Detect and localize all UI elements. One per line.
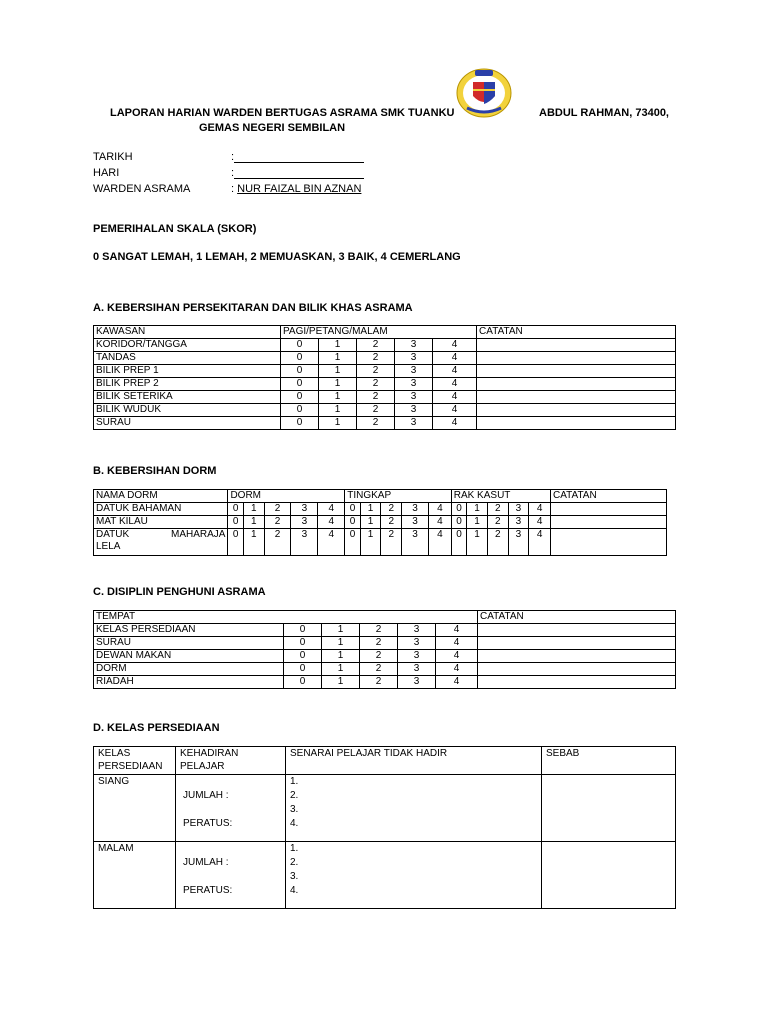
score-cell[interactable]: 0 [345,529,361,556]
col-tempat: TEMPAT [94,611,478,624]
warden-label: WARDEN ASRAMA [93,183,191,195]
score-cell[interactable]: 4 [436,624,478,637]
score-cell[interactable]: 1 [322,676,360,689]
score-cell[interactable]: 2 [357,352,395,365]
table-row [94,365,676,378]
col-kelas-line1: KELAS [98,748,131,759]
score-cell[interactable]: 0 [345,503,361,516]
place-cell: DEWAN MAKAN [94,650,284,663]
score-cell[interactable]: 1 [319,391,357,404]
col-catatan: CATATAN [477,326,676,339]
col-kehadiran-line1: KEHADIRAN [180,748,239,759]
score-cell[interactable]: 0 [281,365,319,378]
score-cell[interactable]: 2 [487,503,508,516]
notes-cell[interactable] [477,339,676,352]
score-cell[interactable]: 3 [398,676,436,689]
total-label: JUMLAH : [183,857,229,868]
score-cell[interactable]: 0 [284,663,322,676]
place-cell: DORM [94,663,284,676]
table-row [94,417,676,430]
dorm-name-word: MAHARAJA [170,529,226,540]
dorm-name-cell: MAT KILAU [94,516,228,529]
score-cell[interactable]: 1 [467,516,488,529]
section-d-title: D. KELAS PERSEDIAAN [93,722,220,734]
score-cell[interactable]: 4 [433,339,477,352]
notes-cell[interactable] [478,650,676,663]
score-cell[interactable]: 2 [381,503,402,516]
score-cell[interactable]: 4 [318,529,345,556]
score-cell[interactable]: 2 [357,378,395,391]
score-cell[interactable]: 2 [264,516,291,529]
table-row [94,624,676,637]
col-kehadiran-pelajar [176,747,286,775]
score-cell[interactable]: 2 [360,663,398,676]
score-cell[interactable]: 3 [508,529,529,556]
score-cell[interactable]: 2 [381,529,402,556]
table-row [94,516,667,529]
area-cell: BILIK SETERIKA [94,391,281,404]
tarikh-blank [234,152,364,163]
col-pagi-petang-malam: PAGI/PETANG/MALAM [281,326,477,339]
tarikh-label: TARIKH [93,151,133,163]
attendance-cell[interactable] [176,775,286,842]
table-row [94,378,676,391]
score-cell[interactable]: 0 [228,503,244,516]
score-cell[interactable]: 1 [319,339,357,352]
score-cell[interactable]: 2 [360,624,398,637]
score-cell[interactable]: 3 [398,637,436,650]
section-c-title: C. DISIPLIN PENGHUNI ASRAMA [93,586,266,598]
score-cell[interactable]: 0 [284,637,322,650]
score-cell[interactable]: 2 [357,417,395,430]
tarikh-field[interactable] [231,151,364,163]
col-senarai-tidak-hadir: SENARAI PELAJAR TIDAK HADIR [286,747,542,775]
score-cell[interactable]: 0 [451,516,467,529]
score-cell[interactable]: 1 [360,503,381,516]
col-kawasan: KAWASAN [94,326,281,339]
score-cell[interactable]: 4 [529,529,551,556]
table-header-row [94,326,676,339]
place-cell: KELAS PERSEDIAAN [94,624,284,637]
score-cell[interactable]: 4 [436,637,478,650]
notes-cell[interactable] [478,676,676,689]
section-c-table [93,610,676,689]
score-cell[interactable]: 2 [357,339,395,352]
score-cell[interactable]: 1 [319,352,357,365]
session-name-cell: SIANG [94,775,176,842]
notes-cell[interactable] [477,404,676,417]
reason-cell[interactable] [542,775,676,842]
place-cell: SURAU [94,637,284,650]
dorm-name-cell: DATUK BAHAMAN [94,503,228,516]
report-title-right: ABDUL RAHMAN, 73400, [539,107,669,119]
score-cell[interactable]: 0 [451,529,467,556]
score-cell[interactable]: 3 [508,503,529,516]
absent-list-cell[interactable] [286,775,542,842]
table-row [94,352,676,365]
warden-field [231,183,361,195]
area-cell: BILIK PREP 2 [94,378,281,391]
score-cell[interactable]: 2 [360,637,398,650]
session-name-cell: MALAM [94,842,176,909]
list-item: 3. [290,871,299,882]
attendance-cell[interactable] [176,842,286,909]
hari-colon: : [231,167,235,179]
table-row [94,676,676,689]
list-item: 3. [290,804,299,815]
table-header-row [94,747,676,775]
score-cell[interactable]: 4 [433,352,477,365]
score-cell[interactable]: 4 [428,503,451,516]
score-cell[interactable]: 3 [395,417,433,430]
score-cell[interactable]: 2 [357,365,395,378]
notes-cell[interactable] [477,365,676,378]
score-cell[interactable]: 0 [281,404,319,417]
score-cell[interactable]: 3 [395,391,433,404]
score-cell[interactable]: 2 [264,529,291,556]
table-row [94,529,667,556]
notes-cell[interactable] [478,663,676,676]
area-cell: BILIK PREP 1 [94,365,281,378]
list-item: 1. [290,843,299,854]
score-cell[interactable]: 0 [284,676,322,689]
total-label: JUMLAH : [183,790,229,801]
score-cell[interactable]: 4 [529,516,551,529]
score-cell[interactable]: 1 [322,663,360,676]
notes-cell[interactable] [477,391,676,404]
col-kehadiran-line2: PELAJAR [180,761,225,772]
score-cell[interactable]: 1 [322,650,360,663]
score-cell[interactable]: 1 [319,417,357,430]
score-cell[interactable]: 0 [228,516,244,529]
score-cell[interactable]: 3 [395,365,433,378]
notes-cell[interactable] [551,503,667,516]
table-header-row [94,611,676,624]
score-cell[interactable]: 0 [281,417,319,430]
score-cell[interactable]: 3 [291,529,318,556]
score-cell[interactable]: 0 [451,503,467,516]
notes-cell[interactable] [478,624,676,637]
score-cell[interactable]: 0 [284,624,322,637]
score-cell[interactable]: 3 [508,516,529,529]
score-cell[interactable]: 0 [281,339,319,352]
score-cell[interactable]: 4 [529,503,551,516]
score-cell[interactable]: 3 [398,650,436,663]
score-cell[interactable]: 0 [281,352,319,365]
col-rak-kasut: RAK KASUT [451,490,550,503]
score-cell[interactable]: 2 [357,404,395,417]
dorm-name-line [96,529,225,541]
col-tingkap: TINGKAP [345,490,451,503]
scale-title: PEMERIHALAN SKALA (SKOR) [93,223,257,235]
hari-blank [234,168,364,179]
score-cell[interactable]: 4 [433,378,477,391]
table-row [94,650,676,663]
score-cell[interactable]: 1 [360,529,381,556]
area-cell: KORIDOR/TANGGA [94,339,281,352]
list-item: 4. [290,818,299,829]
score-cell[interactable]: 2 [264,503,291,516]
score-cell[interactable]: 1 [243,529,264,556]
table-row [94,637,676,650]
absent-list-cell[interactable] [286,842,542,909]
score-cell[interactable]: 0 [284,650,322,663]
tarikh-colon: : [231,151,235,163]
score-cell[interactable]: 0 [228,529,244,556]
notes-cell[interactable] [477,417,676,430]
score-cell[interactable]: 0 [281,391,319,404]
dorm-name-word: LELA [96,541,121,552]
list-item: 2. [290,790,299,801]
score-cell[interactable]: 3 [398,663,436,676]
score-cell[interactable]: 4 [436,663,478,676]
score-cell[interactable]: 3 [398,624,436,637]
col-dorm: DORM [228,490,345,503]
hari-label: HARI [93,167,120,179]
col-kelas-persediaan [94,747,176,775]
section-d-table [93,746,676,909]
table-row [94,842,676,909]
section-a-table [93,325,676,430]
score-cell[interactable]: 2 [360,650,398,663]
score-cell[interactable]: 4 [436,676,478,689]
score-cell[interactable]: 3 [395,339,433,352]
score-cell[interactable]: 1 [322,624,360,637]
col-catatan: CATATAN [478,611,676,624]
score-cell[interactable]: 1 [360,516,381,529]
dorm-name-cell [94,529,228,556]
score-cell[interactable]: 4 [433,365,477,378]
score-cell[interactable]: 1 [319,378,357,391]
report-title-line1: LAPORAN HARIAN WARDEN BERTUGAS ASRAMA SMK TUANKU [110,107,455,119]
table-row [94,339,676,352]
table-row [94,391,676,404]
col-kelas-line2: PERSEDIAAN [98,761,163,772]
score-cell[interactable]: 0 [345,516,361,529]
score-cell[interactable]: 1 [319,404,357,417]
score-cell[interactable]: 2 [487,516,508,529]
scale-legend: 0 SANGAT LEMAH, 1 LEMAH, 2 MEMUASKAN, 3 BAIK, 4 CEMERLANG [93,251,461,263]
score-cell[interactable]: 3 [395,404,433,417]
reason-cell[interactable] [542,842,676,909]
score-cell[interactable]: 4 [433,391,477,404]
table-row [94,663,676,676]
score-cell[interactable]: 4 [318,516,345,529]
table-row [94,775,676,842]
hari-field[interactable] [231,167,364,179]
score-cell[interactable]: 4 [428,516,451,529]
score-cell[interactable]: 4 [433,417,477,430]
score-cell[interactable]: 4 [436,650,478,663]
area-cell: SURAU [94,417,281,430]
score-cell[interactable]: 3 [402,529,429,556]
section-b-table [93,489,667,556]
score-cell[interactable]: 2 [487,529,508,556]
list-item: 4. [290,885,299,896]
score-cell[interactable]: 1 [322,637,360,650]
notes-cell[interactable] [551,529,667,556]
area-cell: TANDAS [94,352,281,365]
score-cell[interactable]: 4 [318,503,345,516]
area-cell: BILIK WUDUK [94,404,281,417]
score-cell[interactable]: 3 [395,378,433,391]
notes-cell[interactable] [477,378,676,391]
section-b-title: B. KEBERSIHAN DORM [93,465,217,477]
score-cell[interactable]: 4 [428,529,451,556]
school-crest-logo [455,62,513,120]
score-cell[interactable]: 1 [243,503,264,516]
table-header-row [94,490,667,503]
col-nama-dorm: NAMA DORM [94,490,228,503]
score-cell[interactable]: 1 [467,503,488,516]
notes-cell[interactable] [551,516,667,529]
score-cell[interactable]: 2 [381,516,402,529]
score-cell[interactable]: 2 [360,676,398,689]
score-cell[interactable]: 1 [319,365,357,378]
table-row [94,503,667,516]
list-item: 1. [290,776,299,787]
percent-label: PERATUS: [183,885,233,896]
col-catatan: CATATAN [551,490,667,503]
percent-label: PERATUS: [183,818,233,829]
score-cell[interactable]: 3 [291,516,318,529]
list-item: 2. [290,857,299,868]
score-cell[interactable]: 3 [402,503,429,516]
notes-cell[interactable] [477,352,676,365]
table-row [94,404,676,417]
score-cell[interactable]: 3 [291,503,318,516]
score-cell[interactable]: 4 [433,404,477,417]
score-cell[interactable]: 1 [467,529,488,556]
score-cell[interactable]: 1 [243,516,264,529]
warden-colon: : [231,183,235,195]
section-a-title: A. KEBERSIHAN PERSEKITARAN DAN BILIK KHAS ASRAMA [93,302,413,314]
score-cell[interactable]: 2 [357,391,395,404]
place-cell: RIADAH [94,676,284,689]
warden-name: NUR FAIZAL BIN AZNAN [237,183,362,195]
dorm-name-word: DATUK [96,529,130,540]
report-title-line2: GEMAS NEGERI SEMBILAN [199,122,346,134]
notes-cell[interactable] [478,637,676,650]
col-sebab: SEBAB [542,747,676,775]
score-cell[interactable]: 3 [395,352,433,365]
score-cell[interactable]: 0 [281,378,319,391]
score-cell[interactable]: 3 [402,516,429,529]
